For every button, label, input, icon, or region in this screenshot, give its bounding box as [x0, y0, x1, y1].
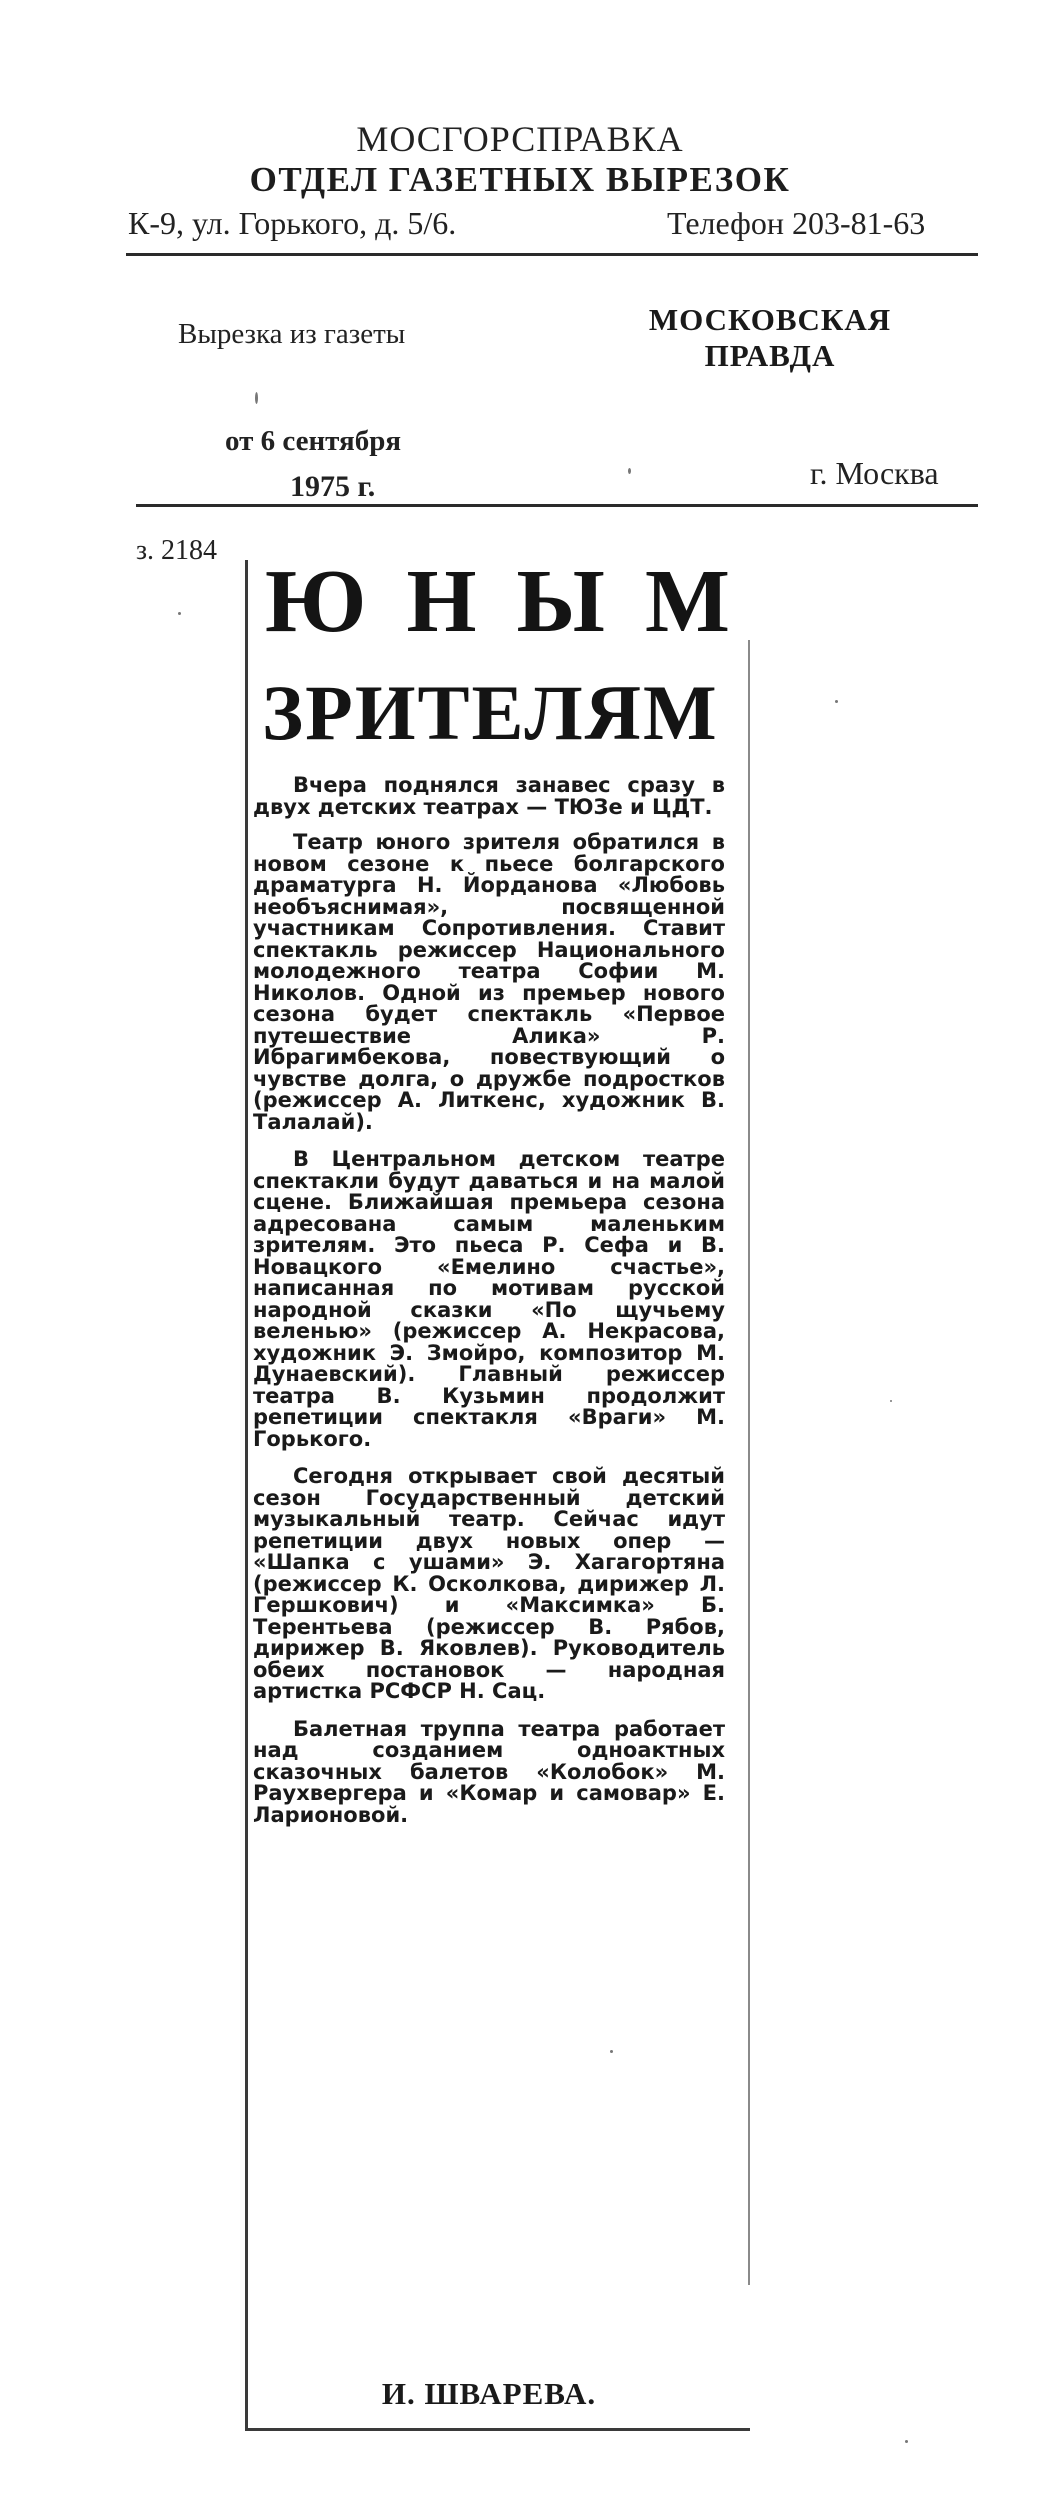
- scan-speck: [628, 468, 631, 474]
- headline-letter: Ю: [265, 552, 367, 651]
- organization-name: МОСГОРСПРАВКА: [356, 119, 684, 159]
- publication-year: 1975 г.: [290, 470, 376, 503]
- scan-speck: [890, 1400, 892, 1402]
- article-body: [253, 775, 725, 1842]
- headline-line2: ЗРИТЕЛЯМ: [262, 669, 719, 756]
- newspaper-title-line2: ПРАВДА: [704, 338, 836, 373]
- article-author: И. ШВАРЕВА.: [381, 2376, 597, 2411]
- scan-speck: [255, 392, 258, 404]
- clipping-right-edge: [748, 640, 750, 2285]
- headline-line1: [265, 552, 730, 652]
- headline-letter: М: [645, 552, 730, 651]
- headline-letter: Ы: [516, 552, 605, 651]
- clipping-left-edge: [245, 560, 248, 2430]
- header-divider: [126, 253, 978, 256]
- scan-speck: [835, 700, 838, 703]
- address: К-9, ул. Горького, д. 5/6.: [128, 205, 457, 241]
- article-paragraph: В Центральном детском театре спектакли будут даваться и на малой сцене. Ближайшая премьера сезона адресована самым маленьким зрителям. Это пьеса Р. Сефа и В. Новацкого «Емелино счастье», написанная по мотивам русской народной сказки «По щучьему веленью» (режиссер А. Некрасова, художник Э. Змойро, композитор М. Дунаевский). Главный режиссер театра В. Кузьмин продолжит репетиции спектакля «Враги» М. Горького.: [253, 1147, 725, 1451]
- headline-letter: Н: [406, 552, 477, 651]
- scan-speck: [610, 2050, 613, 2053]
- article-paragraph: Вчера поднялся занавес сразу в двух детских театрах — ТЮЗе и ЦДТ.: [253, 773, 725, 819]
- scan-speck: [905, 2440, 908, 2443]
- phone-number: Телефон 203-81-63: [667, 205, 926, 241]
- source-divider: [136, 504, 978, 507]
- newspaper-title-line1: МОСКОВСКАЯ: [648, 302, 892, 337]
- article-paragraph: Сегодня открывает свой десятый сезон Государственный детский музыкальный театр. Сейчас идут репетиции двух новых опер — «Шапка с ушами» Э. Хагагортяна (режиссер К. Осколкова, дирижер Л. Гершкович) и «Максимка» Б. Терентьева (режиссер В. Рябов, дирижер В. Яковлев). Руководитель обеих постановок — народная артистка РСФСР Н. Сац.: [253, 1464, 725, 1703]
- newspaper-title: [620, 302, 920, 374]
- article-paragraph: Театр юного зрителя обратился в новом сезоне к пьесе болгарского драматурга Н. Йорданова «Любовь необъяснимая», посвященной участникам Сопротивления. Ставит спектакль режиссер Национального молодежного театра Софии М. Николов. Одной из премьер нового сезона будет спектакль «Первое путешествие Алика» Р. Ибрагимбекова, повествующий о чувстве долга, о дружбе подростков (режиссер А. Литкенс, художник В. Талалай).: [253, 830, 725, 1134]
- source-label: Вырезка из газеты: [178, 318, 406, 350]
- publication-date: от 6 сентября: [225, 425, 402, 457]
- department-name: ОТДЕЛ ГАЗЕТНЫХ ВЫРЕЗОК: [249, 160, 791, 199]
- article-paragraph: Балетная труппа театра работает над созданием одноактных сказочных балетов «Колобок» М. Раухвергера и «Комар и самовар» Е. Ларионовой.: [253, 1716, 725, 1827]
- scan-speck: [178, 612, 181, 615]
- order-number: з. 2184: [136, 535, 218, 566]
- clipping-bottom-edge: [245, 2428, 750, 2431]
- city: г. Москва: [810, 455, 939, 491]
